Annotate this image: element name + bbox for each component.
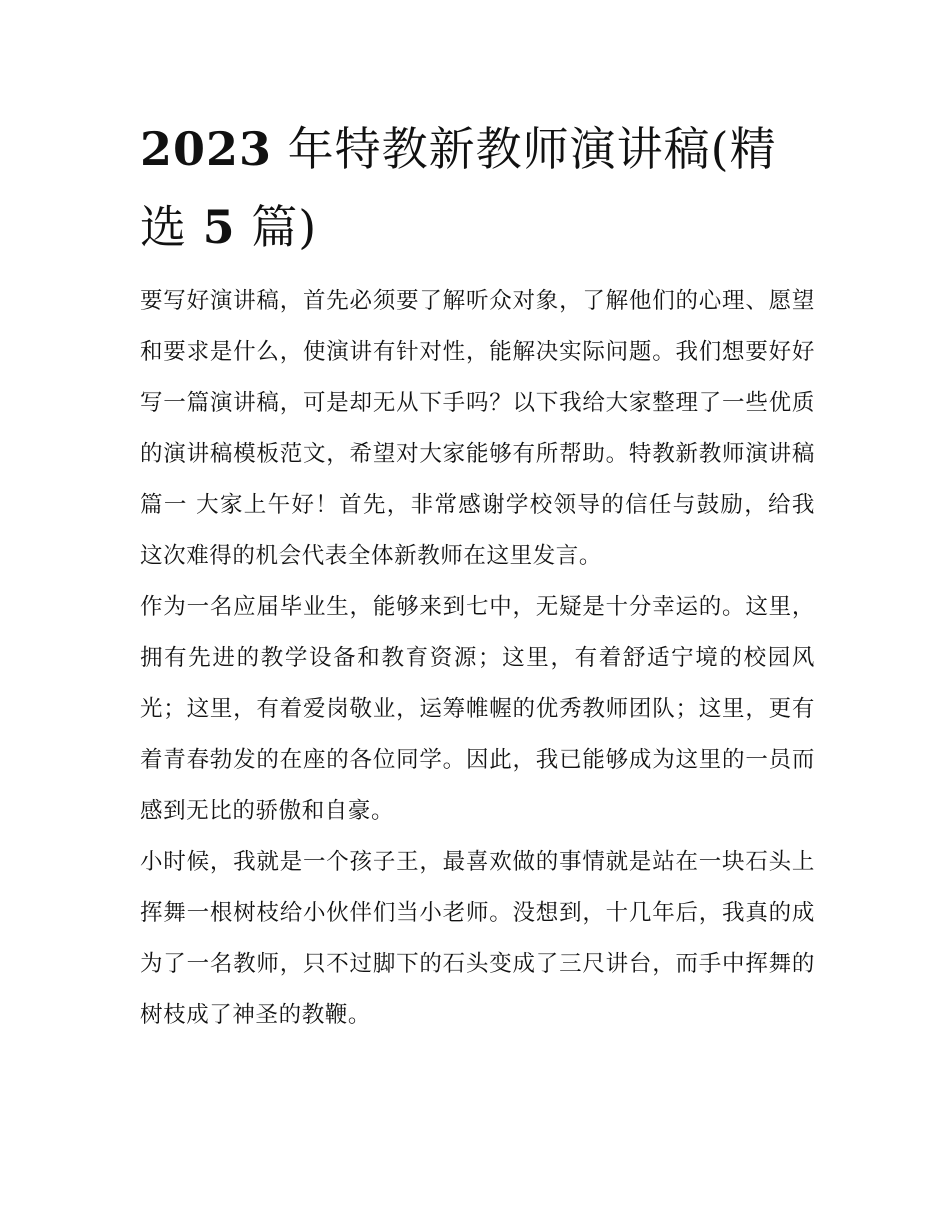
- paragraph-intro: 要写好演讲稿，首先必须要了解听众对象，了解他们的心理、愿望和要求是什么，使演讲有针对性，能解决实际问题。我们想要好好写一篇演讲稿，可是却无从下手吗？以下我给大家整理了一些优质的演讲稿模板范文，希望对大家能够有所帮助。特教新教师演讲稿篇一 大家上午好！首先，非常感谢学校领导的信任与鼓励，给我这次难得的机会代表全体新教师在这里发言。: [140, 288, 815, 569]
- title-main: 年特教新教师演讲稿(精选: [140, 122, 777, 254]
- paragraph-school: 作为一名应届毕业生，能够来到七中，无疑是十分幸运的。这里，拥有先进的教学设备和教育资源；这里，有着舒适宁境的校园风光；这里，有着爱岗敬业，运筹帷幄的优秀教师团队；这里，更有着青春勃发的在座的各位同学。因此，我已能够成为这里的一员而感到无比的骄傲和自豪。: [140, 594, 815, 824]
- title-count: 5: [202, 200, 236, 254]
- title-year: 2023: [140, 122, 273, 176]
- document-body: [140, 276, 815, 1041]
- document-title: [140, 110, 820, 266]
- paragraph-childhood: 小时候，我就是一个孩子王，最喜欢做的事情就是站在一块石头上挥舞一根树枝给小伙伴们当小老师。没想到，十几年后，我真的成为了一名教师，只不过脚下的石头变成了三尺讲台，而手中挥舞的树枝成了神圣的教鞭。: [140, 849, 815, 1028]
- title-end: 篇): [235, 200, 318, 254]
